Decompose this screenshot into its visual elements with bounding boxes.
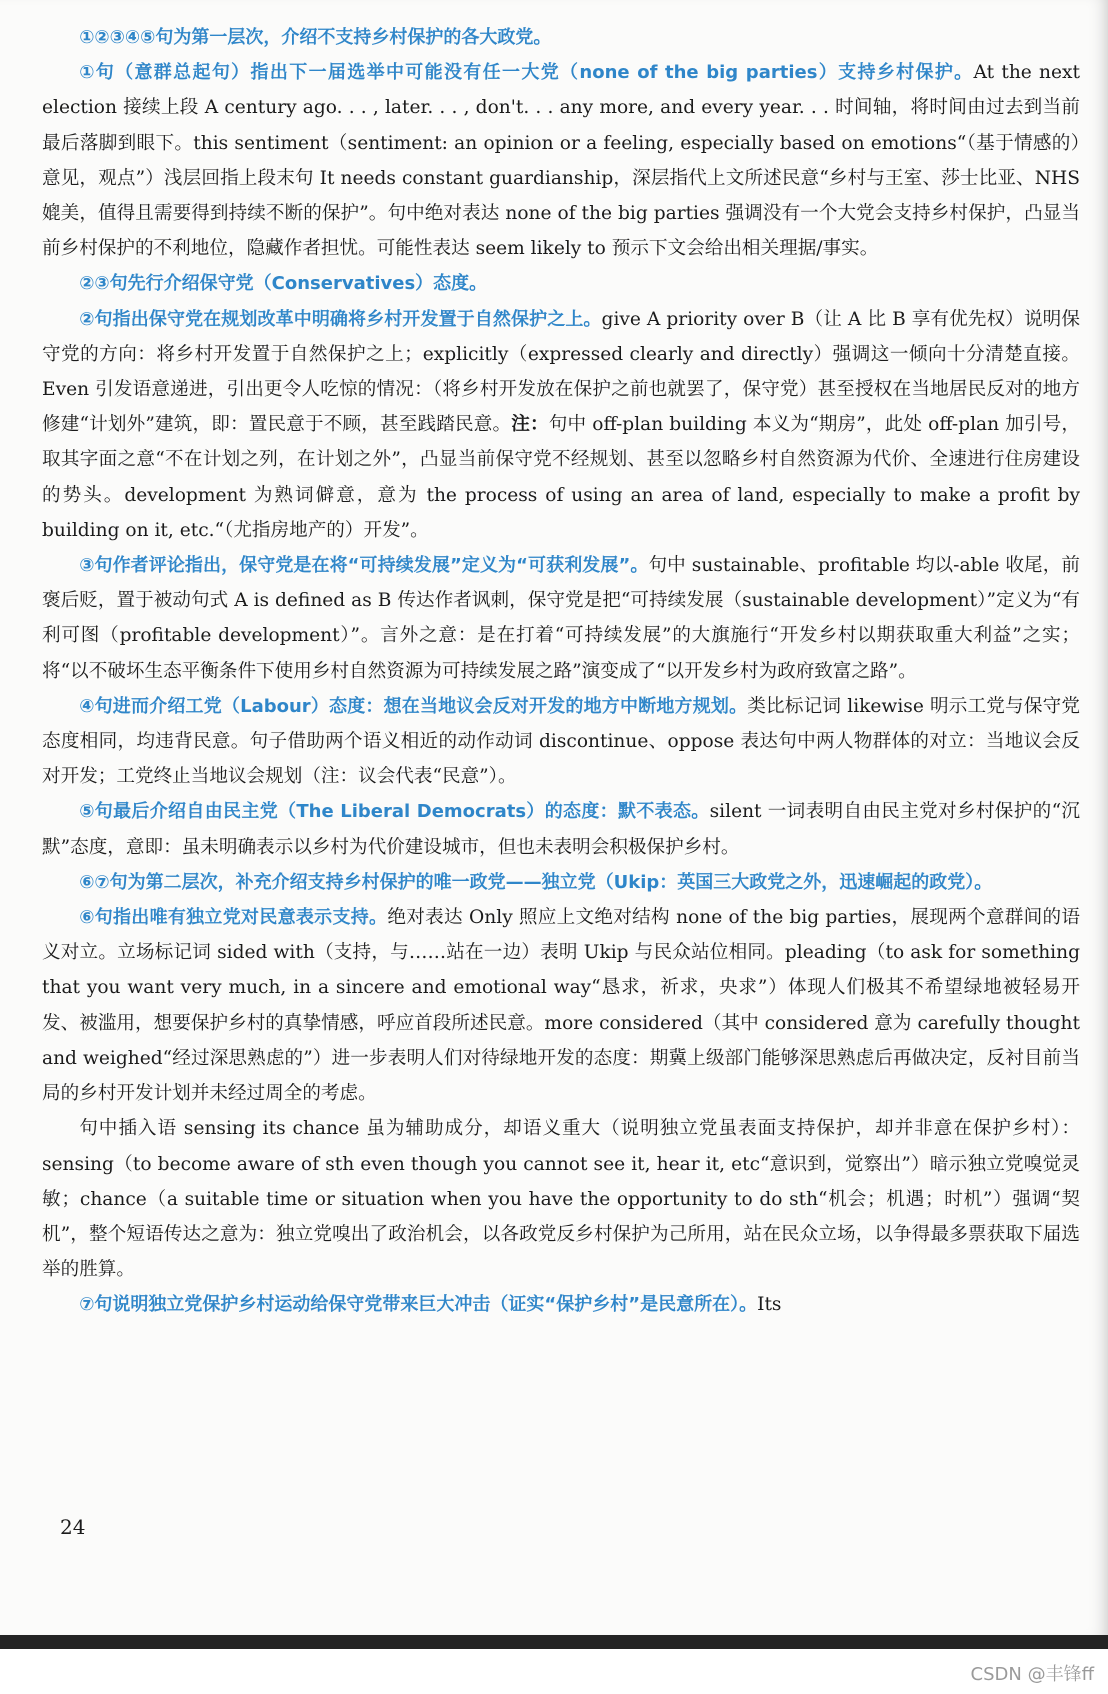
body-text-segment: 句中插入语 sensing its chance 虽为辅助成分，却语义重大（说明独立党虽表面支持保护，却并非意在保护乡村）：sensing（to become aware of sth even though you cannot see it, hear it, etc“意识到，觉察出”）暗示独立党嗅觉灵敏；chance（a suitable time or situation when you have the opportunity to do sth“机会；机遇；时机”）强调“契机”，整个短语传达之意为：独立党嗅出了政治机会，以各政党反乡村保护为己所用，站在民众立场，以争得最多票获取下届选举的胜算。 [42, 1118, 1080, 1281]
paragraph [42, 900, 1080, 1111]
paragraph [42, 302, 1080, 548]
highlighted-sentence: ②③句先行介绍保守党（Conservatives）态度。 [79, 273, 488, 295]
highlighted-sentence: ⑦句说明独立党保护乡村运动给保守党带来巨大冲击（证实“保护乡村”是民意所在）。 [79, 1294, 758, 1316]
body-text-segment: silent 一词表明自由民主党对乡村保护的“沉默”态度，意即：虽未明确表示以乡村为代价建设城市，但也未表明会积极保护乡村。 [42, 801, 1080, 858]
highlighted-sentence: ③句作者评论指出，保守党是在将“可持续发展”定义为“可获利发展”。 [79, 555, 649, 577]
highlighted-sentence: ⑥⑦句为第二层次，补充介绍支持乡村保护的唯一政党——独立党（Ukip：英国三大政党之外，迅速崛起的政党）。 [79, 871, 993, 893]
highlighted-sentence: ②句指出保守党在规划改革中明确将乡村开发置于自然保护之上。 [79, 308, 602, 330]
body-text-segment: 句中 sustainable、profitable 均以-able 收尾，前褒后贬，置于被动句式 A is defined as B 传达作者讽刺，保守党是把“可持续发展（sustainable development）”定义为“有利可图（profitable development）”。言外之意：是在打着“可持续发展”的大旗施行“开发乡村以期获取重大利益”之实；将“以不破坏生态平衡条件下使用乡村自然资源为可持续发展之路”演变成了“以开发乡村为政府致富之路”。 [42, 555, 1081, 682]
body-text-segment: Its [757, 1294, 782, 1316]
body-text [42, 20, 1080, 1323]
paragraph [42, 689, 1080, 795]
highlighted-sentence: ⑥句指出唯有独立党对民意表示支持。 [79, 907, 388, 929]
paragraph [42, 1287, 1080, 1322]
highlighted-sentence: ①②③④⑤句为第一层次，介绍不支持乡村保护的各大政党。 [79, 27, 552, 48]
body-text-segment: 句中 off-plan building 本义为“期房”，此处 off-plan 加引号，取其字面之意“不在计划之列，在计划之外”，凸显当前保守党不经规划、甚至以忽略乡村自然资源为代价、全速进行住房建设的势头。development 为熟词僻意，意为 the process of using an area of land, especially to make a profit by building on it, etc.“（尤指房地产的）开发”。 [42, 414, 1080, 541]
highlighted-sentence: ④句进而介绍工党（Labour）态度：想在当地议会反对开发的地方中断地方规划。 [79, 695, 748, 717]
footer-bar [0, 1635, 1108, 1649]
body-text-segment: 绝对表达 Only 照应上文绝对结构 none of the big parties，展现两个意群间的语义对立。立场标记词 sided with（支持，与……站在一边）表明 Ukip 与民众站位相同。pleading（to ask for something that you want very much, in a sincere and emotional way“恳求，祈求，央求”）体现人们极其不希望绿地被轻易开发、被滥用，想要保护乡村的真挚情感，呼应首段所述民意。more considered（其中 considered 意为 carefully thought and weighed“经过深思熟虑的”）进一步表明人们对待绿地开发的态度：期冀上级部门能够深思熟虑后再做决定，反衬目前当局的乡村开发计划并未经过周全的考虑。 [42, 907, 1081, 1105]
body-text-segment: give A priority over B（让 A 比 B 享有优先权）说明保守党的方向：将乡村开发置于自然保护之上；explicitly（expressed clearly and directly）强调这一倾向十分清楚直接。Even 引发语意递进，引出更令人吃惊的情况：（将乡村开发放在保护之前也就罢了，保守党）甚至授权在当地居民反对的地方修建“计划外”建筑，即：置民意于不顾，甚至践踏民意。 [42, 308, 1080, 436]
body-text-segment: 类比标记词 likewise 明示工党与保守党态度相同，均违背民意。句子借助两个语义相近的动作动词 discontinue、oppose 表达句中两人物群体的对立：当地议会反对开发；工党终止当地议会规划（注：议会代表“民意”）。 [42, 695, 1080, 788]
page-number: 24 [60, 1515, 86, 1539]
watermark: CSDN @丰锋ff [970, 1664, 1094, 1685]
paragraph [42, 55, 1080, 266]
paragraph [42, 865, 1080, 900]
paragraph [42, 20, 1080, 55]
body-text-segment: At the next election 接续上段 A century ago. . . , later. . . , don't. . . any more, and every year. . . 时间轴，将时间由过去到当前最后落脚到眼下。this sentiment（sentiment: an opinion or a feeling, especially based on emotions“（基于情感的）意见，观点”）浅层回指上段末句 It needs constant guardianship，深层指代上文所述民意“乡村与王室、莎士比亚、NHS 媲美，值得且需要得到持续不断的保护”。句中绝对表达 none of the big parties 强调没有一个大党会支持乡村保护，凸显当前乡村保护的不利地位，隐藏作者担忧。可能性表达 seem likely to 预示下文会给出相关理据/事实。 [42, 62, 1080, 260]
highlighted-sentence: ①句（意群总起句）指出下一届选举中可能没有任一大党（none of the big parties）支持乡村保护。 [79, 62, 974, 84]
highlighted-sentence: ⑤句最后介绍自由民主党（The Liberal Democrats）的态度：默不表态。 [79, 801, 710, 823]
paragraph [42, 794, 1080, 864]
paragraph [42, 1111, 1080, 1287]
paragraph [42, 548, 1080, 689]
paragraph [42, 266, 1080, 301]
note-label: 注： [511, 414, 549, 436]
